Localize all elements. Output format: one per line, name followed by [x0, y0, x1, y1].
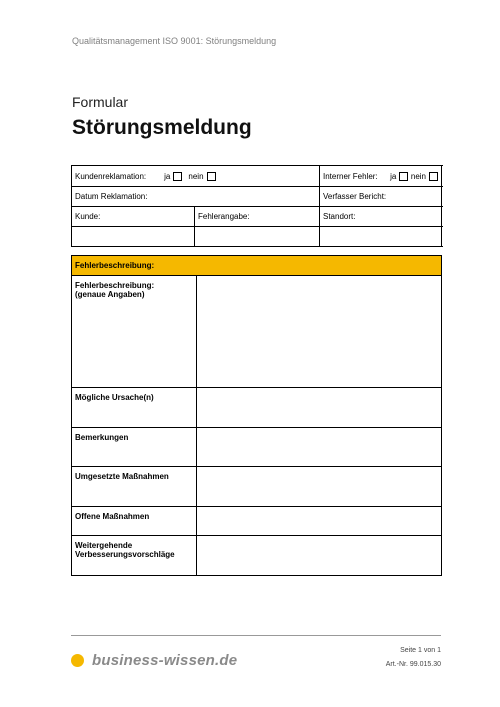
interner-fehler-ja-label: ja — [390, 171, 397, 181]
weitergehende-label-line2: Verbesserungsvorschläge — [75, 550, 175, 559]
bemerkungen-label: Bemerkungen — [72, 428, 197, 467]
logo-dot-icon — [71, 654, 84, 667]
page-number: Seite 1 von 1 — [400, 647, 441, 654]
info-row-reklamation — [72, 166, 442, 187]
interner-fehler-label: Interner Fehler: — [323, 171, 378, 181]
verfasser-bericht-field[interactable] — [320, 187, 442, 207]
offene-row — [72, 507, 442, 536]
ursachen-label: Mögliche Ursache(n) — [72, 388, 197, 428]
verfasser-bericht-label: Verfasser Bericht: — [323, 192, 387, 201]
section-header: Fehlerbeschreibung: — [72, 256, 442, 276]
detail-table — [71, 255, 442, 576]
umgesetzte-label: Umgesetzte Maßnahmen — [72, 467, 197, 507]
datum-reklamation-field[interactable] — [72, 187, 320, 207]
fehlerangabe-value[interactable] — [195, 227, 320, 247]
interner-fehler-cell — [320, 166, 442, 187]
standort-field[interactable] — [320, 207, 442, 227]
info-row-values — [72, 227, 442, 247]
section-header-row — [72, 256, 442, 276]
document-kicker: Formular — [72, 94, 129, 110]
umgesetzte-answer[interactable] — [197, 467, 442, 507]
weitergehende-label-line1: Weitergehende — [75, 541, 133, 550]
ursachen-answer[interactable] — [197, 388, 442, 428]
info-table — [71, 165, 442, 247]
fehlerbeschreibung-label-line1: Fehlerbeschreibung: — [75, 281, 155, 290]
fehlerangabe-field[interactable] — [195, 207, 320, 227]
standort-label: Standort: — [323, 212, 356, 221]
fehlerbeschreibung-row — [72, 276, 442, 388]
umgesetzte-row — [72, 467, 442, 507]
info-row-datum — [72, 187, 442, 207]
datum-reklamation-label: Datum Reklamation: — [75, 192, 148, 201]
kundenreklamation-label: Kundenreklamation: — [75, 171, 147, 181]
offene-answer[interactable] — [197, 507, 442, 536]
info-row-kunde — [72, 207, 442, 227]
weitergehende-answer[interactable] — [197, 536, 442, 576]
fehlerbeschreibung-label-line2: (genaue Angaben) — [75, 290, 145, 299]
interner-fehler-ja-checkbox[interactable] — [399, 172, 408, 181]
kundenreklamation-cell — [72, 166, 320, 187]
weitergehende-row — [72, 536, 442, 576]
article-number: Art.-Nr. 99.015.30 — [385, 661, 441, 668]
footer-divider — [71, 635, 441, 636]
running-header: Qualitätsmanagement ISO 9001: Störungsmeldung — [72, 36, 277, 46]
ursachen-row — [72, 388, 442, 428]
brand-logo[interactable] — [71, 652, 237, 669]
bemerkungen-answer[interactable] — [197, 428, 442, 467]
offene-label: Offene Maßnahmen — [72, 507, 197, 536]
logo-text: business-wissen.de — [92, 652, 238, 669]
page-title: Störungsmeldung — [72, 116, 252, 139]
fehlerbeschreibung-label — [72, 276, 197, 388]
fehlerangabe-label: Fehlerangabe: — [198, 212, 250, 221]
kundenreklamation-ja-checkbox[interactable] — [173, 172, 182, 181]
bemerkungen-row — [72, 428, 442, 467]
standort-value[interactable] — [320, 227, 442, 247]
kunde-value[interactable] — [72, 227, 195, 247]
fehlerbeschreibung-answer[interactable] — [197, 276, 442, 388]
kundenreklamation-nein-label: nein — [188, 171, 204, 181]
kundenreklamation-ja-label: ja — [164, 171, 171, 181]
kundenreklamation-nein-checkbox[interactable] — [207, 172, 216, 181]
interner-fehler-nein-checkbox[interactable] — [429, 172, 438, 181]
weitergehende-label — [72, 536, 197, 576]
interner-fehler-nein-label: nein — [410, 171, 426, 181]
kunde-label: Kunde: — [75, 212, 101, 221]
kunde-field[interactable] — [72, 207, 195, 227]
